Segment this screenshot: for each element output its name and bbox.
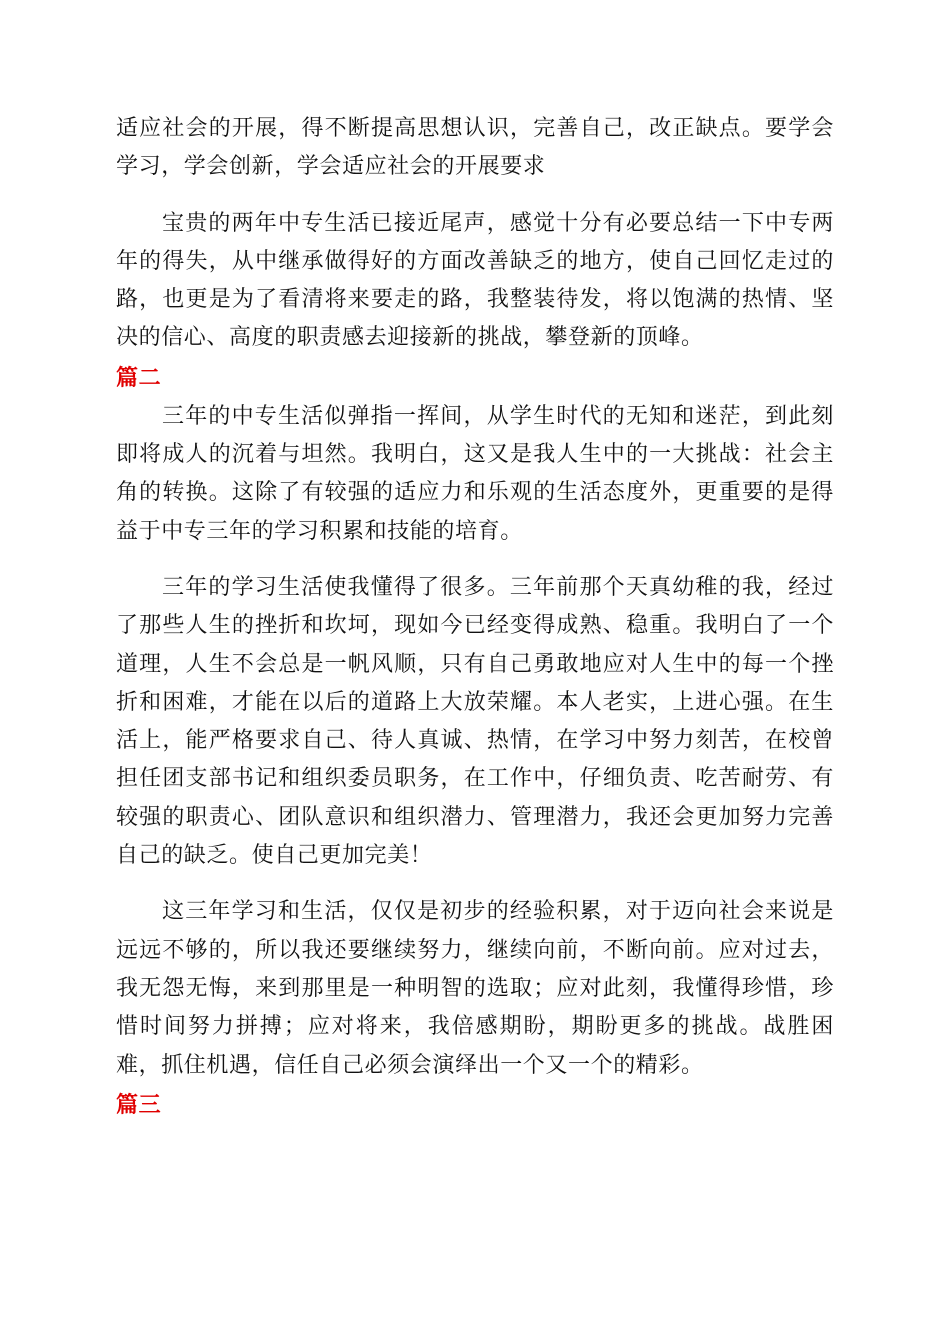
paragraph-part-two-2: 三年的学习生活使我懂得了很多。三年前那个天真幼稚的我，经过了那些人生的挫折和坎坷，现如今已经变得成熟、稳重。我明白了一个道理，人生不会总是一帆风顺，只有自己勇敢地应对人生中的每一个挫折和困难，才能在以后的道路上大放荣耀。本人老实，上进心强。在生活上，能严格要求自己、待人真诚、热情，在学习中努力刻苦，在校曾担任团支部书记和组织委员职务，在工作中，仔细负责、吃苦耐劳、有较强的职责心、团队意识和组织潜力、管理潜力，我还会更加努力完善自己的缺乏。使自己更加完美！	[116, 574, 834, 869]
paragraph-intro-continuation: 适应社会的开展，得不断提高思想认识，完善自己，改正缺点。要学会学习，学会创新，学会适应社会的开展要求	[116, 116, 834, 180]
section-heading-part-two: 篇二	[116, 364, 162, 391]
document-page	[116, 110, 834, 1125]
paragraph-part-two-1: 三年的中专生活似弹指一挥间，从学生时代的无知和迷茫，到此刻即将成人的沉着与坦然。我明白，这又是我人生中的一大挑战：社会主角的转换。这除了有较强的适应力和乐观的生活态度外，更重要的是得益于中专三年的学习积累和技能的培育。	[116, 403, 834, 544]
paragraph-part-two-3: 这三年学习和生活，仅仅是初步的经验积累，对于迈向社会来说是远远不够的，所以我还要继续努力，继续向前，不断向前。应对过去，我无怨无悔，来到那里是一种明智的选取；应对此刻，我懂得珍惜，珍惜时间努力拼搏；应对将来，我倍感期盼，期盼更多的挑战。战胜困难，抓住机遇，信任自己必须会演绎出一个又一个的精彩。	[116, 899, 834, 1078]
paragraph-summary: 宝贵的两年中专生活已接近尾声，感觉十分有必要总结一下中专两年的得失，从中继承做得好的方面改善缺乏的地方，使自己回忆走过的路，也更是为了看清将来要走的路，我整装待发，将以饱满的热情、坚决的信心、高度的职责感去迎接新的挑战，攀登新的顶峰。	[116, 210, 834, 351]
section-heading-part-three: 篇三	[116, 1091, 162, 1118]
